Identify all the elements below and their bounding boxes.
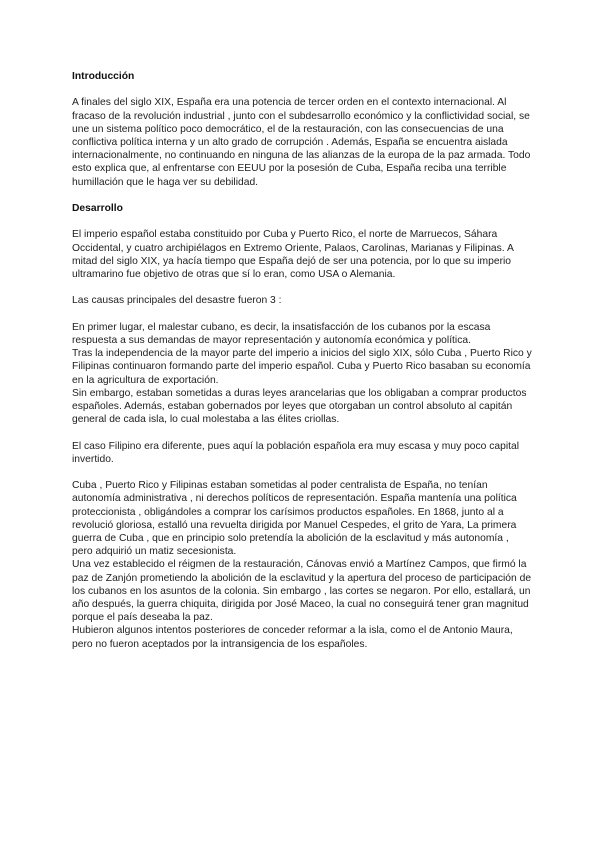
paragraph-first-cause-a: En primer lugar, el malestar cubano, es decir, la insatisfacción de los cubanos por la escasa respuesta a sus demandas de mayor representación y autonomía económica y política. [72,321,491,346]
paragraph-causes: Las causas principales del desastre fueron 3 : [72,295,282,307]
heading-desarrollo: Desarrollo [72,203,123,214]
paragraph-empire: El imperio español estaba constituido por Cuba y Puerto Rico, el norte de Marruecos, Sáhara Occidental, y cuatro archipiélagos en Extremo Oriente, Palaos, Carolinas, Marianas y Filipinas. A mitad del siglo XIX, ya hacía tiempo que España dejó de ser una potencia, por lo que su imperio ultramarino fue objetivo de otras que sí lo eran, como USA o Alemania. [72,229,514,280]
paragraph-centralism: Cuba , Puerto Rico y Filipinas estaban sometidas al poder centralista de España, no tenían autonomía administrativa , ni derechos políticos de representación. España mantenía una política proteccionista , obligándoles a comprar los carísimos productos españoles. En 1868, junto al a revolució gloriosa, estalló una revuelta dirigida por Manuel Cespedes, el grito de Yara, La primera guerra de Cuba , que en principio solo pretendía la abolición de la esclavitud y más autonomía , pero adquirió un matiz secesionista. [72,480,517,558]
paragraph-reform: Hubieron algunos intentos posteriores de conceder reformar a la isla, como el de Antonio Maura, pero no fueron aceptados por la intransigencia de los españoles. [72,625,513,650]
paragraph-intro: A finales del siglo XIX, España era una potencia de tercer orden en el contexto internacional. Al fracaso de la revolución industrial , junto con el subdesarrollo económico y la conflictividad social, se une un sistema político poco democrático, el de la restauración, con las consecuencias de una conflictiva política interna y un alto grado de corrupción . Además, España se encuentra aislada internacionalmente, no continuando en ninguna de las alianzas de la europa de la paz armada. Todo esto explica que, al enfrentarse con EEUU por la posesión de Cuba, España reciba una terrible humillación que le haga ver su debilidad. [72,97,531,188]
paragraph-restoration: Una vez establecido el réigmen de la restauración, Cánovas envió a Martínez Campos, que firmó la paz de Zanjón prometiendo la abolición de la esclavitud y la apertura del proceso de participación de los cubanos en los asuntos de la colonia. Sin embargo , las cortes se negaron. Por ello, estallará, un año después, la guerra chiquita, dirigida por José Maceo, la cual no conseguirá tener gran magnitud porque el país deseaba la paz. [72,559,532,624]
document-body [72,70,532,664]
paragraph-first-cause-b: Tras la independencia de la mayor parte del imperio a inicios del siglo XIX, sólo Cuba , Puerto Rico y Filipinas continuaron formando parte del imperio español. Cuba y Puerto Rico basaban su economía en la agricultura de exportación. [72,348,532,386]
heading-introduccion: Introducción [72,71,135,82]
paragraph-philippines: El caso Filipino era diferente, pues aquí la población española era muy escasa y muy poco capital invertido. [72,440,520,465]
paragraph-first-cause-c: Sin embargo, estaban sometidas a duras leyes arancelarias que los obligaban a comprar productos españoles. Además, estaban gobernados por leyes que otorgaban un control absoluto al capitán general de cada isla, lo cual molestaba a las élites criollas. [72,387,527,426]
